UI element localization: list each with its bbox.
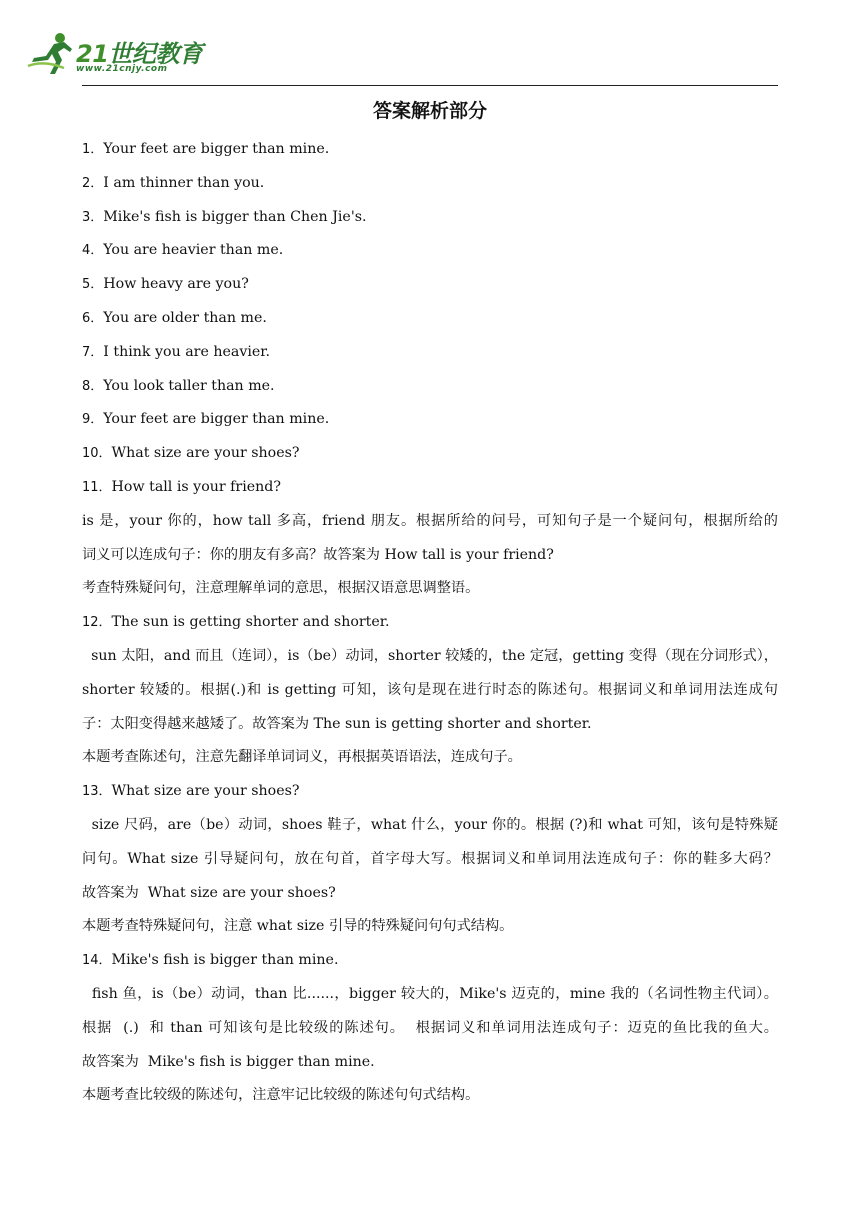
line-text: You are older than me. [103,309,267,326]
answer-item [82,238,778,272]
explanation-line [82,712,778,746]
line-text: I think you are heavier. [103,343,271,360]
line-text: size 尺码，are（be）动词，shoes 鞋子，what 什么，your 你的。根据 (?)和 what 可知，该句是特殊疑 [82,816,778,833]
answer-item [82,948,778,982]
line-text: The sun is getting shorter and shorter. [111,614,390,631]
answer-item [82,475,778,509]
explanation-line [82,745,778,779]
item-number: 12． [82,615,112,631]
line-text: Your feet are bigger than mine. [103,411,330,428]
explanation-line [82,847,778,881]
answer-item [82,272,778,306]
header-divider [82,85,778,86]
line-text: 本题考查陈述句，注意先翻译单词词义，再根据英语语法，连成句子。 [82,749,522,766]
line-text: 根据 (.) 和 than 可知该句是比较级的陈述句。 根据词义和单词用法连成句子：迈克的鱼比我的鱼大。 [82,1019,778,1036]
answer-item [82,340,778,374]
runner-logo-icon [24,30,74,76]
item-number: 5． [82,277,104,293]
line-text: 故答案为 What size are your shoes? [82,884,336,901]
line-text: Mike's fish is bigger than mine. [111,952,339,969]
line-text: 考查特殊疑问句，注意理解单词的意思，根据汉语意思调整语。 [82,580,480,597]
explanation-line [82,1083,778,1117]
explanation-line [82,813,778,847]
page-header [0,0,860,90]
item-number: 10． [82,446,112,462]
explanation-line [82,1050,778,1084]
answer-item [82,137,778,171]
answer-item [82,171,778,205]
line-text: How tall is your friend? [111,478,281,495]
line-text: 词义可以连成句子：你的朋友有多高？故答案为 How tall is your friend? [82,546,554,563]
line-text: Mike's fish is bigger than Chen Jie's. [103,208,367,225]
logo-url: www.21cnjy.com [76,64,168,74]
line-text: 故答案为 Mike's fish is bigger than mine. [82,1053,375,1070]
line-text: You are heavier than me. [103,242,284,259]
logo [24,30,204,80]
explanation-line [82,1016,778,1050]
item-number: 14． [82,953,112,969]
line-text: 本题考查特殊疑问句，注意 what size 引导的特殊疑问句句式结构。 [82,918,514,935]
line-text: What size are your shoes? [111,783,300,800]
item-number: 7． [82,344,104,360]
item-number: 9． [82,412,104,428]
explanation-line [82,509,778,543]
logo-number: 21 [76,40,109,68]
line-text: shorter 较矮的。根据(.)和 is getting 可知，该句是现在进行时态的陈述句。根据词义和单词用法连成句 [82,681,778,698]
item-number: 2． [82,175,104,191]
item-number: 11． [82,479,112,495]
answer-item [82,441,778,475]
line-text: What size are your shoes? [111,445,300,462]
line-text: You look taller than me. [103,377,275,394]
line-text: Your feet are bigger than mine. [103,141,330,157]
explanation-line [82,881,778,915]
item-number: 6． [82,310,104,326]
answer-item [82,374,778,408]
answer-item [82,779,778,813]
line-text: sun 太阳，and 而且（连词），is（be）动词，shorter 较矮的，the 定冠，getting 变得（现在分词形式）， [82,647,778,664]
explanation-line [82,543,778,577]
logo-text: 世纪教育 [108,40,203,68]
item-number: 13． [82,784,112,800]
line-text: 问句。What size 引导疑问句，放在句首，首字母大写。根据词义和单词用法连成句子：你的鞋多大码？ [82,850,778,867]
explanation-line [82,678,778,712]
explanation-line [82,644,778,678]
answer-content [82,137,778,1117]
item-number: 4． [82,243,104,259]
answer-item [82,610,778,644]
explanation-line [82,982,778,1016]
line-text: is 是，your 你的，how tall 多高，friend 朋友。根据所给的问号，可知句子是一个疑问句，根据所给的 [82,512,778,529]
explanation-line [82,576,778,610]
item-number: 1． [82,142,104,157]
line-text: 本题考查比较级的陈述句，注意牢记比较级的陈述句句式结构。 [82,1087,480,1104]
page-title: 答案解析部分 [372,100,487,122]
answer-item [82,306,778,340]
explanation-line [82,914,778,948]
line-text: I am thinner than you. [103,174,265,191]
line-text: How heavy are you? [103,276,249,293]
item-number: 3． [82,209,104,225]
answer-item [82,205,778,239]
line-text: 子：太阳变得越来越矮了。故答案为 The sun is getting shorter and shorter. [82,715,592,732]
line-text: fish 鱼，is（be）动词，than 比......，bigger 较大的，Mike's 迈克的，mine 我的（名词性物主代词）。 [82,985,778,1002]
item-number: 8． [82,378,104,394]
answer-item [82,407,778,441]
